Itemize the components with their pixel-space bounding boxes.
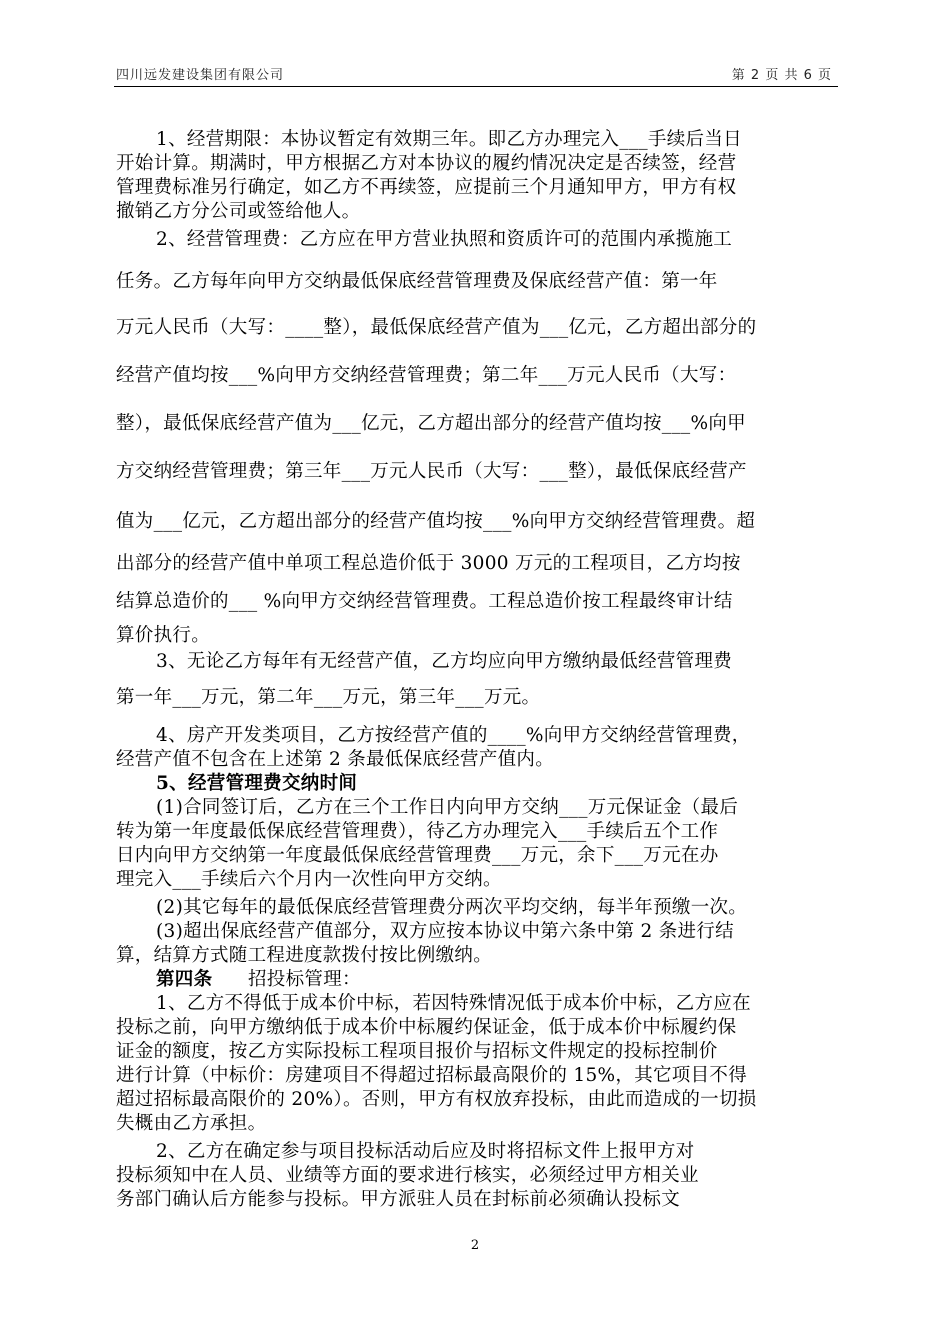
text-line: 经营产值均按___%向甲方交纳经营管理费；第二年___万元人民币（大写： bbox=[116, 365, 737, 386]
page-number: 2 bbox=[470, 1238, 480, 1253]
text-line: (2)其它每年的最低保底经营管理费分两次平均交纳，每半年预缴一次。 bbox=[156, 897, 748, 918]
text-line: 转为第一年度最低保底经营管理费），待乙方办理完入___手续后五个工作 bbox=[116, 821, 719, 842]
text-line: 1、经营期限：本协议暂定有效期三年。即乙方办理完入___手续后当日 bbox=[156, 129, 742, 150]
text-line: 超过招标最高限价的 20%）。否则，甲方有权放弃投标，由此而造成的一切损 bbox=[116, 1089, 757, 1110]
text-line: 2、乙方在确定参与项目投标活动后应及时将招标文件上报甲方对 bbox=[156, 1141, 695, 1162]
text-line: 结算总造价的___ %向甲方交纳经营管理费。工程总造价按工程最终审计结 bbox=[116, 591, 733, 612]
text-line: 值为___亿元，乙方超出部分的经营产值均按___%向甲方交纳经营管理费。超 bbox=[116, 511, 756, 532]
text-line: 4、房产开发类项目，乙方按经营产值的____%向甲方交纳经营管理费， bbox=[156, 725, 751, 746]
text-line: 理完入___手续后六个月内一次性向甲方交纳。 bbox=[116, 869, 502, 890]
text-line: 撤销乙方分公司或签给他人。 bbox=[116, 201, 361, 222]
text-line: 投标须知中在人员、业绩等方面的要求进行核实，必须经过甲方相关业 bbox=[116, 1165, 699, 1186]
text-line: 5、经营管理费交纳时间 bbox=[156, 773, 358, 794]
text-line: (1)合同签订后，乙方在三个工作日内向甲方交纳___万元保证金（最后 bbox=[156, 797, 739, 818]
text-line: 日内向甲方交纳第一年度最低保底经营管理费___万元，余下___万元在办 bbox=[116, 845, 719, 866]
text-line: 万元人民币（大写：____整），最低保底经营产值为___亿元，乙方超出部分的 bbox=[116, 317, 757, 338]
text-line: 进行计算（中标价：房建项目不得超过招标最高限价的 15%，其它项目不得 bbox=[116, 1065, 748, 1086]
text-line: 投标之前，向甲方缴纳低于成本价中标履约保证金，低于成本价中标履约保 bbox=[116, 1017, 737, 1038]
article-heading: 第四条 bbox=[156, 969, 213, 990]
text-line: 算价执行。 bbox=[116, 625, 211, 646]
header-page-of: 第 2 页 共 6 页 bbox=[731, 68, 832, 83]
text-line: 证金的额度，按乙方实际投标工程项目报价与招标文件规定的投标控制价 bbox=[116, 1041, 718, 1062]
text-line: 管理费标准另行确定，如乙方不再续签，应提前三个月通知甲方，甲方有权 bbox=[116, 177, 737, 198]
text-line: 开始计算。期满时，甲方根据乙方对本协议的履约情况决定是否续签，经营 bbox=[116, 153, 737, 174]
text-line: 失概由乙方承担。 bbox=[116, 1113, 267, 1134]
text-line: 第一年___万元，第二年___万元，第三年___万元。 bbox=[116, 687, 541, 708]
text-line: 出部分的经营产值中单项工程总造价低于 3000 万元的工程项目，乙方均按 bbox=[116, 553, 741, 574]
article-title: 招投标管理： bbox=[248, 969, 361, 990]
text-line: 算，结算方式随工程进度款拨付按比例缴纳。 bbox=[116, 945, 493, 966]
header-company: 四川远发建设集团有限公司 bbox=[116, 68, 285, 83]
header-rule bbox=[114, 86, 838, 87]
text-line: 2、经营管理费：乙方应在甲方营业执照和资质许可的范围内承揽施工 bbox=[156, 229, 733, 250]
text-line: 经营产值不包含在上述第 2 条最低保底经营产值内。 bbox=[116, 749, 555, 770]
text-line: 整），最低保底经营产值为___亿元，乙方超出部分的经营产值均按___%向甲 bbox=[116, 413, 746, 434]
text-line: 任务。乙方每年向甲方交纳最低保底经营管理费及保底经营产值：第一年 bbox=[116, 271, 718, 292]
text-line: 方交纳经营管理费；第三年___万元人民币（大写：___整），最低保底经营产 bbox=[116, 461, 747, 482]
text-line: (3)超出保底经营产值部分，双方应按本协议中第六条中第 2 条进行结 bbox=[156, 921, 734, 942]
text-line: 1、乙方不得低于成本价中标，若因特殊情况低于成本价中标，乙方应在 bbox=[156, 993, 751, 1014]
text-line: 务部门确认后方能参与投标。甲方派驻人员在封标前必须确认投标文 bbox=[116, 1189, 681, 1210]
text-line: 3、无论乙方每年有无经营产值，乙方均应向甲方缴纳最低经营管理费 bbox=[156, 651, 733, 672]
